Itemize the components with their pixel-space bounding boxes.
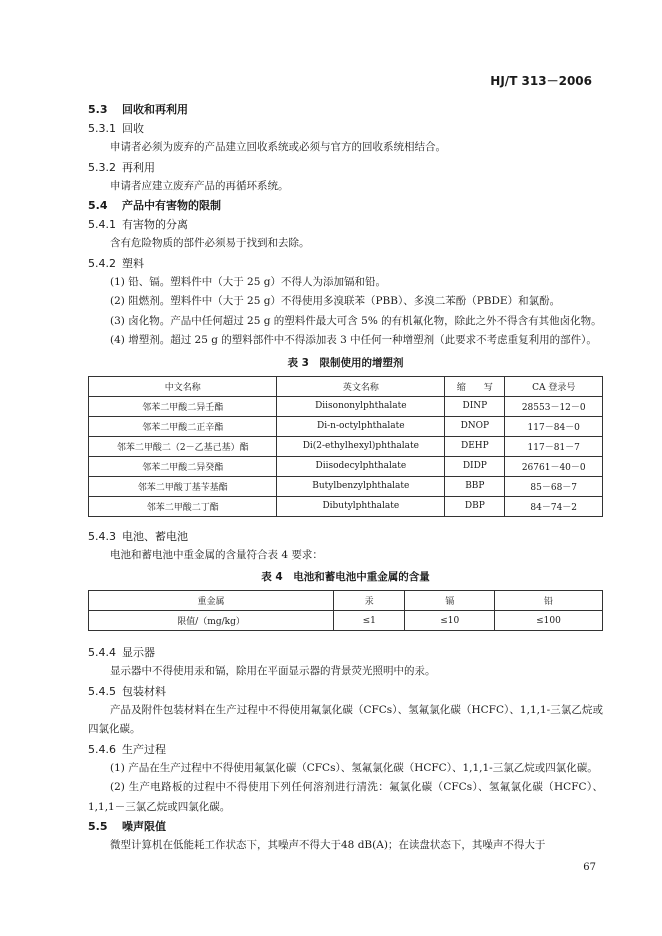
table4-heavy-metals [88, 590, 603, 631]
table-row [89, 436, 603, 456]
table3-cell: 26761－40－0 [505, 456, 603, 476]
paragraph: 微型计算机在低能耗工作状态下，其噪声不得大于48 dB(A)；在读盘状态下，其噪声不得大于 [110, 839, 546, 851]
section-heading [88, 119, 603, 138]
table3-cell: Dibutylphthalate [277, 496, 445, 516]
table3-cell: Di-n-octylphthalate [277, 416, 445, 436]
table3-cell: 117－84－0 [505, 416, 603, 436]
table4-cell: 限值/（mg/kg） [89, 611, 334, 631]
section-number: 5.4.1 [88, 218, 116, 231]
table3-restricted-plasticizers [88, 376, 603, 517]
table3-caption: 表 3 限制使用的增塑剂 [287, 356, 404, 369]
paragraph: (1) 铅、镉。塑料件中（大于 25 g）不得人为添加镉和铅。 [110, 275, 386, 288]
section-heading [88, 740, 603, 759]
table3-header-cell: 缩 写 [445, 376, 505, 396]
table3-header-row [89, 376, 603, 396]
section-title: 噪声限值 [122, 820, 166, 833]
section-number: 5.5 [88, 820, 108, 833]
table-row [89, 496, 603, 516]
section-number: 5.4.4 [88, 646, 116, 659]
table3-cell: Diisodecylphthalate [277, 456, 445, 476]
section-heading [88, 196, 603, 215]
table3-cell: Di(2-ethylhexyl)phthalate [277, 436, 445, 456]
paragraph: (1) 产品在生产过程中不得使用氟氯化碳（CFCs）、氢氟氯化碳（HCFC）、1,1,1-三氯乙烷或四氯化碳。 [110, 761, 598, 774]
table3-cell: DINP [445, 396, 505, 416]
table4-caption: 表 4 电池和蓄电池中重金属的含量 [261, 571, 430, 583]
table3-cell: DIDP [445, 456, 505, 476]
section-heading [88, 158, 603, 177]
section-number: 5.4.3 [88, 529, 116, 543]
section-heading [88, 682, 603, 701]
section-title: 包装材料 [122, 684, 166, 698]
sections-block-3 [88, 643, 603, 856]
table3-cell: 117－81－7 [505, 436, 603, 456]
paragraph: (2) 生产电路板的过程中不得使用下列任何溶剂进行清洗：氟氯化碳（CFCs）、氢氟氯化碳（HCFC）、1,1,1－三氯乙烷或四氯化碳。 [88, 781, 603, 813]
section-title: 再利用 [122, 160, 155, 174]
paragraph: (2) 阻燃剂。塑料件中（大于 25 g）不得使用多溴联苯（PBB）、多溴二苯酚（PBDE）和氯酚。 [110, 295, 561, 307]
section-heading [88, 100, 603, 119]
sections-block-1 [88, 100, 603, 351]
section-heading [88, 817, 603, 836]
table3-cell: 85－68－7 [505, 476, 603, 496]
table-row [89, 456, 603, 476]
sections-block-2 [88, 527, 603, 566]
paragraph: 含有危险物质的部件必须易于找到和去除。 [110, 237, 310, 249]
table3-cell: 邻苯二甲酸二异癸酯 [89, 456, 277, 476]
table3-header-cell: 中文名称 [89, 376, 277, 396]
section-heading [88, 254, 603, 273]
paragraph: 电池和蓄电池中重金属的含量符合表 4 要求： [110, 548, 323, 561]
table3-cell: Diisononylphthalate [277, 396, 445, 416]
content-body [88, 100, 603, 856]
table3-body [89, 396, 603, 516]
section-title: 电池、蓄电池 [122, 529, 188, 543]
standard-code: HJ/T 313－2006 [490, 74, 592, 88]
table3-cell: DEHP [445, 436, 505, 456]
table4-cell: ≤100 [495, 611, 603, 631]
table-row [89, 416, 603, 436]
paragraph: 申请者必须为废弃的产品建立回收系统或必须与官方的回收系统相结合。 [110, 141, 446, 153]
table3-cell: DNOP [445, 416, 505, 436]
section-number: 5.4.5 [88, 684, 116, 698]
table3-cell: 邻苯二甲酸二（2－乙基己基）酯 [89, 436, 277, 456]
section-heading [88, 643, 603, 662]
table4-header-row [89, 591, 603, 611]
section-title: 有害物的分离 [122, 218, 188, 231]
table4-row [89, 611, 603, 631]
table3-cell: 邻苯二甲酸二正辛酯 [89, 416, 277, 436]
section-heading [88, 527, 603, 546]
section-title: 生产过程 [122, 742, 166, 756]
paragraph: 产品及附件包装材料在生产过程中不得使用氟氯化碳（CFCs）、氢氟氯化碳（HCFC）、1,1,1-三氯乙烷或四氯化碳。 [88, 703, 603, 735]
table3-cell: 28553－12－0 [505, 396, 603, 416]
section-number: 5.3.2 [88, 160, 116, 174]
table3-cell: DBP [445, 496, 505, 516]
paragraph: 申请者应建立废弃产品的再循环系统。 [110, 179, 289, 192]
paragraph: (4) 增塑剂。超过 25 g 的塑料部件中不得添加表 3 中任何一种增塑剂（此要求不考虑重复利用的部件）。 [110, 334, 597, 346]
section-title: 回收和再利用 [122, 103, 188, 116]
paragraph: 显示器中不得使用汞和镉，除用在平面显示器的背景荧光照明中的汞。 [110, 665, 436, 677]
section-number: 5.4.6 [88, 742, 116, 756]
table4-header-cell: 铅 [495, 591, 603, 611]
section-number: 5.4 [88, 199, 108, 212]
table-row [89, 396, 603, 416]
table3-cell: 84－74－2 [505, 496, 603, 516]
table3-header-cell: 英文名称 [277, 376, 445, 396]
section-number: 5.3 [88, 103, 108, 116]
section-number: 5.4.2 [88, 256, 116, 270]
section-title: 塑料 [122, 256, 144, 270]
table4-cell: ≤1 [334, 611, 405, 631]
table4-cell: ≤10 [405, 611, 495, 631]
page-number: 67 [583, 862, 596, 873]
table4-header-cell: 镉 [405, 591, 495, 611]
paragraph: (3) 卤化物。产品中任何超过 25 g 的塑料件最大可含 5% 的有机氟化物，除此之外不得含有其他卤化物。 [110, 314, 602, 327]
table3-cell: 邻苯二甲酸丁基苄基酯 [89, 476, 277, 496]
table3-cell: 邻苯二甲酸二丁酯 [89, 496, 277, 516]
section-heading [88, 215, 603, 234]
table4-header-cell: 汞 [334, 591, 405, 611]
table3-cell: Butylbenzylphthalate [277, 476, 445, 496]
section-number: 5.3.1 [88, 122, 116, 135]
section-title: 回收 [122, 122, 144, 135]
section-title: 产品中有害物的限制 [122, 199, 221, 212]
table4-header-cell: 重金属 [89, 591, 334, 611]
table3-cell: BBP [445, 476, 505, 496]
table3-header-cell: CA 登录号 [505, 376, 603, 396]
section-title: 显示器 [122, 646, 155, 659]
table3-cell: 邻苯二甲酸二异壬酯 [89, 396, 277, 416]
table-row [89, 476, 603, 496]
